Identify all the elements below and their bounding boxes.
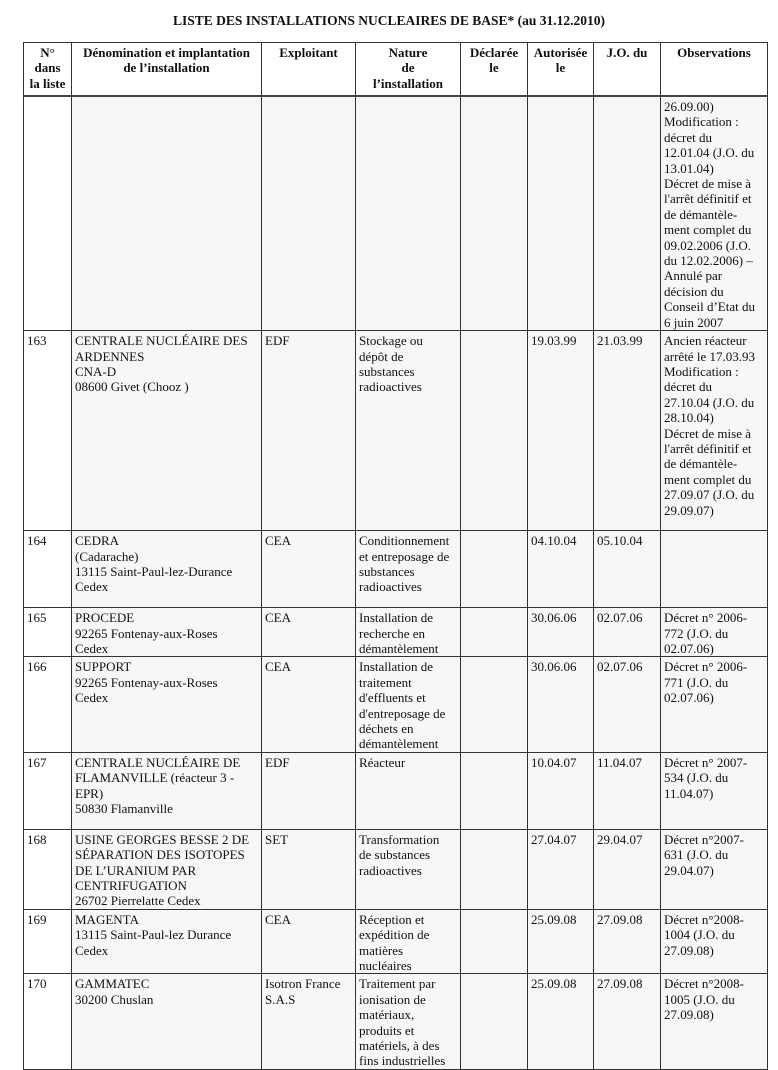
header-jo: J.O. du	[594, 43, 661, 97]
cell-declared	[461, 331, 528, 531]
cell-nature: Traitement par ionisation de matériaux, produits et matériels, à des fins industrielles	[356, 974, 461, 1069]
cell-operator: EDF	[262, 331, 356, 531]
cell-nature: Conditionnement et entreposage de substances radioactives	[356, 531, 461, 608]
cell-name: SUPPORT 92265 Fontenay-aux-Roses Cedex	[72, 657, 262, 752]
cell-declared	[461, 829, 528, 909]
cell-name: MAGENTA 13115 Saint-Paul-lez Durance Cedex	[72, 909, 262, 974]
cell-authorized: 30.06.06	[528, 608, 594, 657]
cell-jo	[594, 96, 661, 331]
cell-observations: Décret n°2008- 1004 (J.O. du 27.09.08)	[661, 909, 768, 974]
table-row	[24, 909, 768, 974]
table-row	[24, 752, 768, 829]
cell-authorized: 25.09.08	[528, 974, 594, 1069]
header-nature: Nature de l’installation	[356, 43, 461, 97]
cell-declared	[461, 96, 528, 331]
cell-declared	[461, 752, 528, 829]
cell-authorized: 04.10.04	[528, 531, 594, 608]
cell-jo: 05.10.04	[594, 531, 661, 608]
cell-operator: SET	[262, 829, 356, 909]
cell-observations: 26.09.00) Modification : décret du 12.01.04 (J.O. du 13.01.04) Décret de mise à l'arrêt définitif et de démantèle- ment complet du 09.02.2006 (J.O. du 12.02.2006) – Annulé par décision du Conseil d’Etat du 6 juin 2007	[661, 96, 768, 331]
cell-name: GAMMATEC 30200 Chuslan	[72, 974, 262, 1069]
cell-name: USINE GEORGES BESSE 2 DE SÉPARATION DES ISOTOPES DE L’URANIUM PAR CENTRIFUGATION 26702 Pierrelatte Cedex	[72, 829, 262, 909]
cell-observations: Ancien réacteur arrêté le 17.03.93 Modification : décret du 27.10.04 (J.O. du 28.10.04) Décret de mise à l'arrêt définitif et de démantèle- ment complet du 27.09.07 (J.O. du 29.09.07)	[661, 331, 768, 531]
cell-num: 168	[24, 829, 72, 909]
cell-num: 163	[24, 331, 72, 531]
header-name: Dénomination et implantation de l’installation	[72, 43, 262, 97]
header-declared: Déclarée le	[461, 43, 528, 97]
cell-operator: CEA	[262, 657, 356, 752]
table-row	[24, 531, 768, 608]
cell-observations: Décret n°2007- 631 (J.O. du 29.04.07)	[661, 829, 768, 909]
cell-nature: Transformation de substances radioactives	[356, 829, 461, 909]
cell-nature	[356, 96, 461, 331]
cell-authorized: 30.06.06	[528, 657, 594, 752]
cell-observations: Décret n° 2006- 771 (J.O. du 02.07.06)	[661, 657, 768, 752]
cell-authorized	[528, 96, 594, 331]
cell-name: CEDRA (Cadarache) 13115 Saint-Paul-lez-Durance Cedex	[72, 531, 262, 608]
cell-name: CENTRALE NUCLÉAIRE DES ARDENNES CNA-D 08600 Givet (Chooz )	[72, 331, 262, 531]
cell-num	[24, 96, 72, 331]
cell-operator: CEA	[262, 608, 356, 657]
cell-num: 164	[24, 531, 72, 608]
table-row	[24, 974, 768, 1069]
cell-jo: 11.04.07	[594, 752, 661, 829]
header-num: N° dans la liste	[24, 43, 72, 97]
cell-jo: 21.03.99	[594, 331, 661, 531]
cell-nature: Installation de traitement d'effluents et d'entreposage de déchets en démantèlement	[356, 657, 461, 752]
cell-num: 166	[24, 657, 72, 752]
table-row	[24, 608, 768, 657]
cell-declared	[461, 608, 528, 657]
cell-name: CENTRALE NUCLÉAIRE DE FLAMANVILLE (réacteur 3 - EPR) 50830 Flamanville	[72, 752, 262, 829]
cell-jo: 27.09.08	[594, 909, 661, 974]
cell-jo: 02.07.06	[594, 657, 661, 752]
cell-num: 169	[24, 909, 72, 974]
cell-declared	[461, 909, 528, 974]
cell-operator: CEA	[262, 531, 356, 608]
cell-jo: 29.04.07	[594, 829, 661, 909]
document-title: LISTE DES INSTALLATIONS NUCLEAIRES DE BASE* (au 31.12.2010)	[173, 13, 605, 28]
cell-jo: 02.07.06	[594, 608, 661, 657]
cell-operator: CEA	[262, 909, 356, 974]
cell-observations	[661, 531, 768, 608]
cell-authorized: 19.03.99	[528, 331, 594, 531]
header-row	[24, 43, 768, 97]
installations-table	[23, 42, 768, 1070]
table-row	[24, 829, 768, 909]
table-row	[24, 96, 768, 331]
cell-authorized: 10.04.07	[528, 752, 594, 829]
cell-nature: Installation de recherche en démantèlement	[356, 608, 461, 657]
cell-operator: EDF	[262, 752, 356, 829]
cell-nature: Réacteur	[356, 752, 461, 829]
cell-name	[72, 96, 262, 331]
cell-operator	[262, 96, 356, 331]
header-operator: Exploitant	[262, 43, 356, 97]
cell-authorized: 25.09.08	[528, 909, 594, 974]
cell-observations: Décret n°2008- 1005 (J.O. du 27.09.08)	[661, 974, 768, 1069]
cell-nature: Stockage ou dépôt de substances radioactives	[356, 331, 461, 531]
cell-name: PROCEDE 92265 Fontenay-aux-Roses Cedex	[72, 608, 262, 657]
cell-num: 167	[24, 752, 72, 829]
cell-num: 170	[24, 974, 72, 1069]
cell-num: 165	[24, 608, 72, 657]
cell-declared	[461, 531, 528, 608]
header-authorized: Autorisée le	[528, 43, 594, 97]
cell-observations: Décret n° 2007- 534 (J.O. du 11.04.07)	[661, 752, 768, 829]
cell-nature: Réception et expédition de matières nucléaires	[356, 909, 461, 974]
table-row	[24, 331, 768, 531]
cell-authorized: 27.04.07	[528, 829, 594, 909]
cell-jo: 27.09.08	[594, 974, 661, 1069]
cell-observations: Décret n° 2006- 772 (J.O. du 02.07.06)	[661, 608, 768, 657]
header-observations: Observations	[661, 43, 768, 97]
table-row	[24, 657, 768, 752]
cell-operator: Isotron France S.A.S	[262, 974, 356, 1069]
cell-declared	[461, 974, 528, 1069]
cell-declared	[461, 657, 528, 752]
